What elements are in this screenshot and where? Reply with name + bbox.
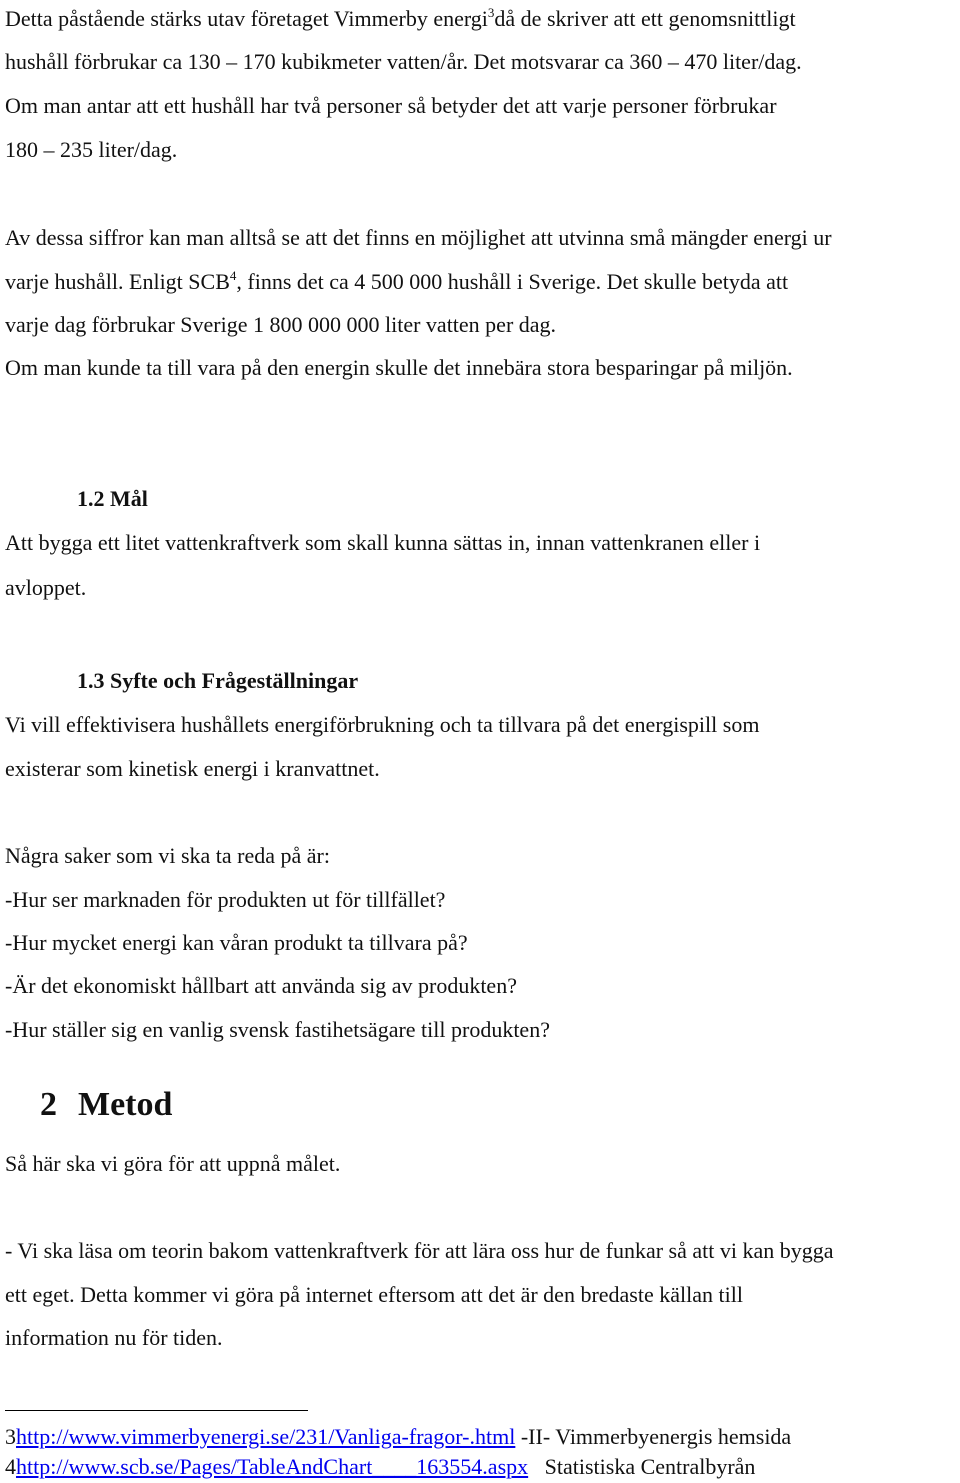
section-1-3-line-2: existerar som kinetisk energi i kranvattnet. <box>5 756 380 781</box>
footnote-ref-4[interactable]: 4 <box>229 268 237 283</box>
footnote-text: -II- Vimmerbyenergis hemsida <box>515 1424 792 1449</box>
section-2-line-3: information nu för tiden. <box>5 1325 223 1350</box>
footnote-4 <box>5 1454 755 1480</box>
paragraph-2-line-2: varje hushåll. Enligt SCB$^4$, finns det ca 4 500 000 hushåll i Sverige. Det skulle betyda att <box>5 268 789 294</box>
paragraph-1-line-3: Om man antar att ett hushåll har två personer så betyder det att varje personer förbrukar <box>5 93 777 118</box>
paragraph-1-line-1: Detta påstående stärks utav företaget Vimmerby energi$^3$då de skriver att ett genomsnittligt <box>5 5 796 31</box>
section-1-3-line-1: Vi vill effektivisera hushållets energiförbrukning och ta tillvara på det energispill som <box>5 712 760 737</box>
footnote-text: Statistiska Centralbyrån <box>528 1454 756 1479</box>
footnote-divider <box>5 1410 308 1411</box>
section-1-3-intro: Några saker som vi ska ta reda på är: <box>5 843 330 868</box>
footnote-link[interactable]: http://www.vimmerbyenergi.se/231/Vanliga-fragor-.html <box>16 1424 516 1449</box>
question-item: -Är det ekonomiskt hållbart att använda sig av produkten? <box>5 973 517 998</box>
section-title: Metod <box>78 1086 173 1123</box>
section-1-2-line-2: avloppet. <box>5 575 87 600</box>
section-2-intro: Så här ska vi göra för att uppnå målet. <box>5 1151 341 1176</box>
question-item: -Hur ställer sig en vanlig svensk fastihetsägare till produkten? <box>5 1017 550 1042</box>
section-number: 2 <box>40 1086 57 1123</box>
section-heading-2 <box>40 1085 172 1125</box>
paragraph-2-line-3: varje dag förbrukar Sverige 1 800 000 000 liter vatten per dag. <box>5 312 557 337</box>
question-item: -Hur mycket energi kan våran produkt ta tillvara på? <box>5 930 468 955</box>
section-heading-1-2: 1.2 Mål <box>77 486 148 511</box>
paragraph-2-line-4: Om man kunde ta till vara på den energin skulle det innebära stora besparingar på miljön. <box>5 355 793 380</box>
footnote-link[interactable]: http://www.scb.se/Pages/TableAndChart____163554.aspx <box>16 1454 529 1479</box>
question-item: -Hur ser marknaden för produkten ut för tillfället? <box>5 887 446 912</box>
paragraph-2-line-1: Av dessa siffror kan man alltså se att det finns en möjlighet att utvinna små mängder energi ur <box>5 225 832 250</box>
section-2-line-1: - Vi ska läsa om teorin bakom vattenkraftverk för att lära oss hur de funkar så att vi kan bygga <box>5 1238 834 1263</box>
section-2-line-2: ett eget. Detta kommer vi göra på internet eftersom att det är den bredaste källan till <box>5 1282 743 1307</box>
section-1-2-line-1: Att bygga ett litet vattenkraftverk som skall kunna sättas in, innan vattenkranen eller i <box>5 530 761 555</box>
footnote-number: 3 <box>5 1424 16 1449</box>
footnote-3 <box>5 1424 791 1450</box>
footnote-number: 4 <box>5 1454 16 1479</box>
paragraph-1-line-4: 180 – 235 liter/dag. <box>5 137 178 162</box>
footnote-ref-3[interactable]: 3 <box>487 5 495 20</box>
section-heading-1-3: 1.3 Syfte och Frågeställningar <box>77 668 359 693</box>
paragraph-1-line-2: hushåll förbrukar ca 130 – 170 kubikmeter vatten/år. Det motsvarar ca 360 – 470 liter/dag. <box>5 49 802 74</box>
